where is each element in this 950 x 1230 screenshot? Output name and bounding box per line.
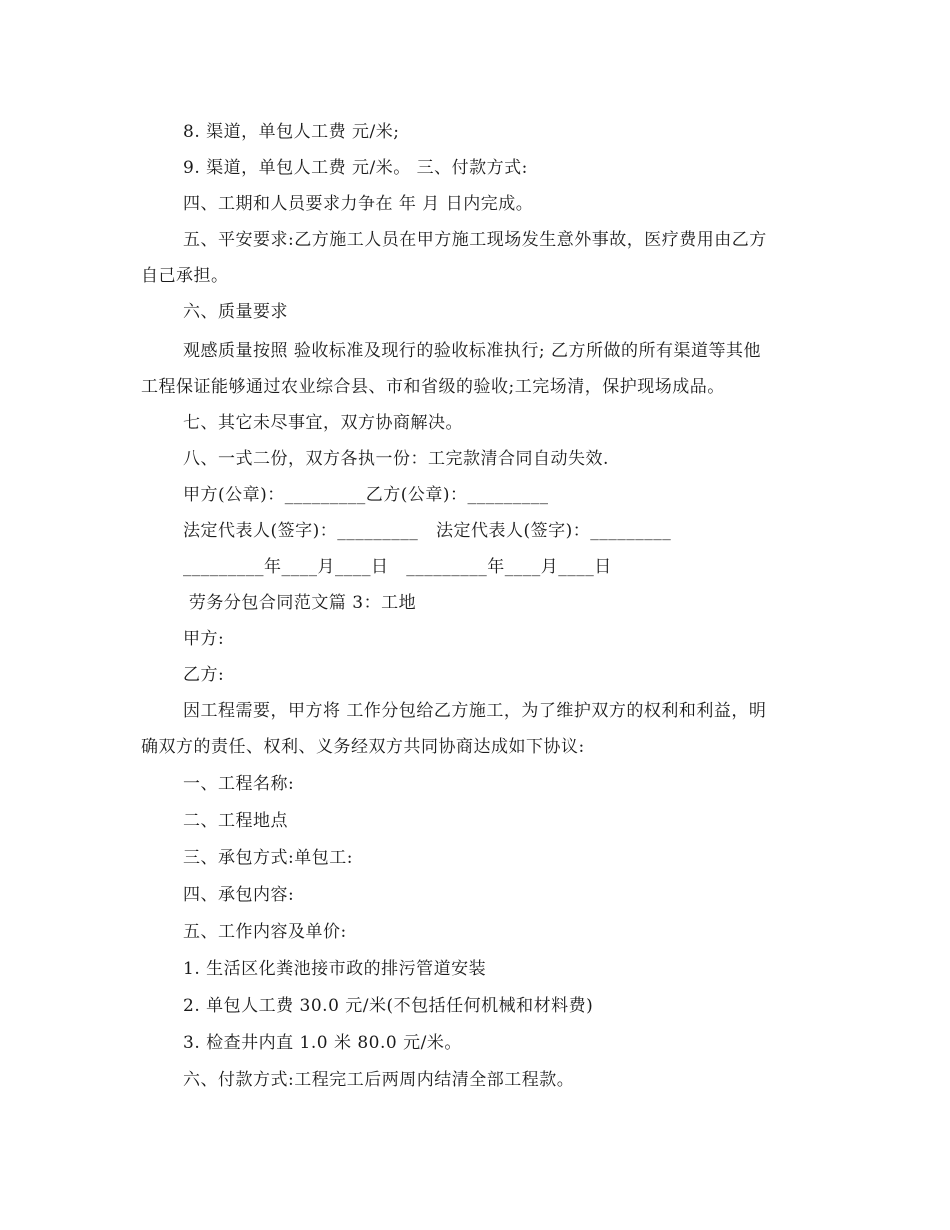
text-line: 八、一式二份，双方各执一份：工完款清合同自动失效.: [183, 449, 609, 469]
text-line: 二、工程地点: [183, 811, 288, 831]
text-line: 七、其它未尽事宜，双方协商解决。: [183, 413, 463, 433]
text-line: 自己承担。: [141, 266, 229, 286]
section-heading: 六、质量要求: [183, 302, 288, 322]
text-line: 甲方:: [183, 629, 225, 649]
text-line: 观感质量按照 验收标准及现行的验收标准执行; 乙方所做的所有渠道等其他: [183, 341, 762, 361]
text-line: 五、工作内容及单价:: [183, 922, 347, 942]
text-line: 因工程需要，甲方将 工作分包给乙方施工，为了维护双方的权利和利益，明: [183, 701, 767, 721]
signature-line: 甲方(公章)：_________乙方(公章)：_________: [183, 485, 549, 505]
text-line: 工程保证能够通过农业综合县、市和省级的验收;工完场清，保护现场成品。: [141, 377, 725, 397]
date-line: _________年____月____日 _________年____月____日: [183, 557, 612, 577]
text-line: 六、付款方式:工程完工后两周内结清全部工程款。: [183, 1070, 575, 1090]
signature-line: 法定代表人(签字)：_________ 法定代表人(签字)：_________: [183, 521, 672, 541]
text-line: 1. 生活区化粪池接市政的排污管道安装: [183, 959, 487, 979]
text-line: 2. 单包人工费 30.0 元/米(不包括任何机械和材料费): [183, 996, 594, 1016]
text-line: 四、工期和人员要求力争在 年 月 日内完成。: [183, 194, 534, 214]
section-title: 劳务分包合同范文篇 3：工地: [183, 593, 417, 613]
text-line: 3. 检查井内直 1.0 米 80.0 元/米。: [183, 1033, 462, 1053]
text-line: 三、承包方式:单包工:: [183, 848, 353, 868]
text-line: 四、承包内容:: [183, 885, 295, 905]
text-line: 确双方的责任、权利、义务经双方共同协商达成如下协议:: [141, 737, 585, 757]
text-line: 8. 渠道，单包人工费 元/米;: [183, 122, 400, 142]
text-line: 五、平安要求:乙方施工人员在甲方施工现场发生意外事故，医疗费用由乙方: [183, 230, 767, 250]
text-line: 乙方:: [183, 665, 225, 685]
text-line: 一、工程名称:: [183, 774, 295, 794]
text-line: 9. 渠道，单包人工费 元/米。 三、付款方式:: [183, 158, 528, 178]
